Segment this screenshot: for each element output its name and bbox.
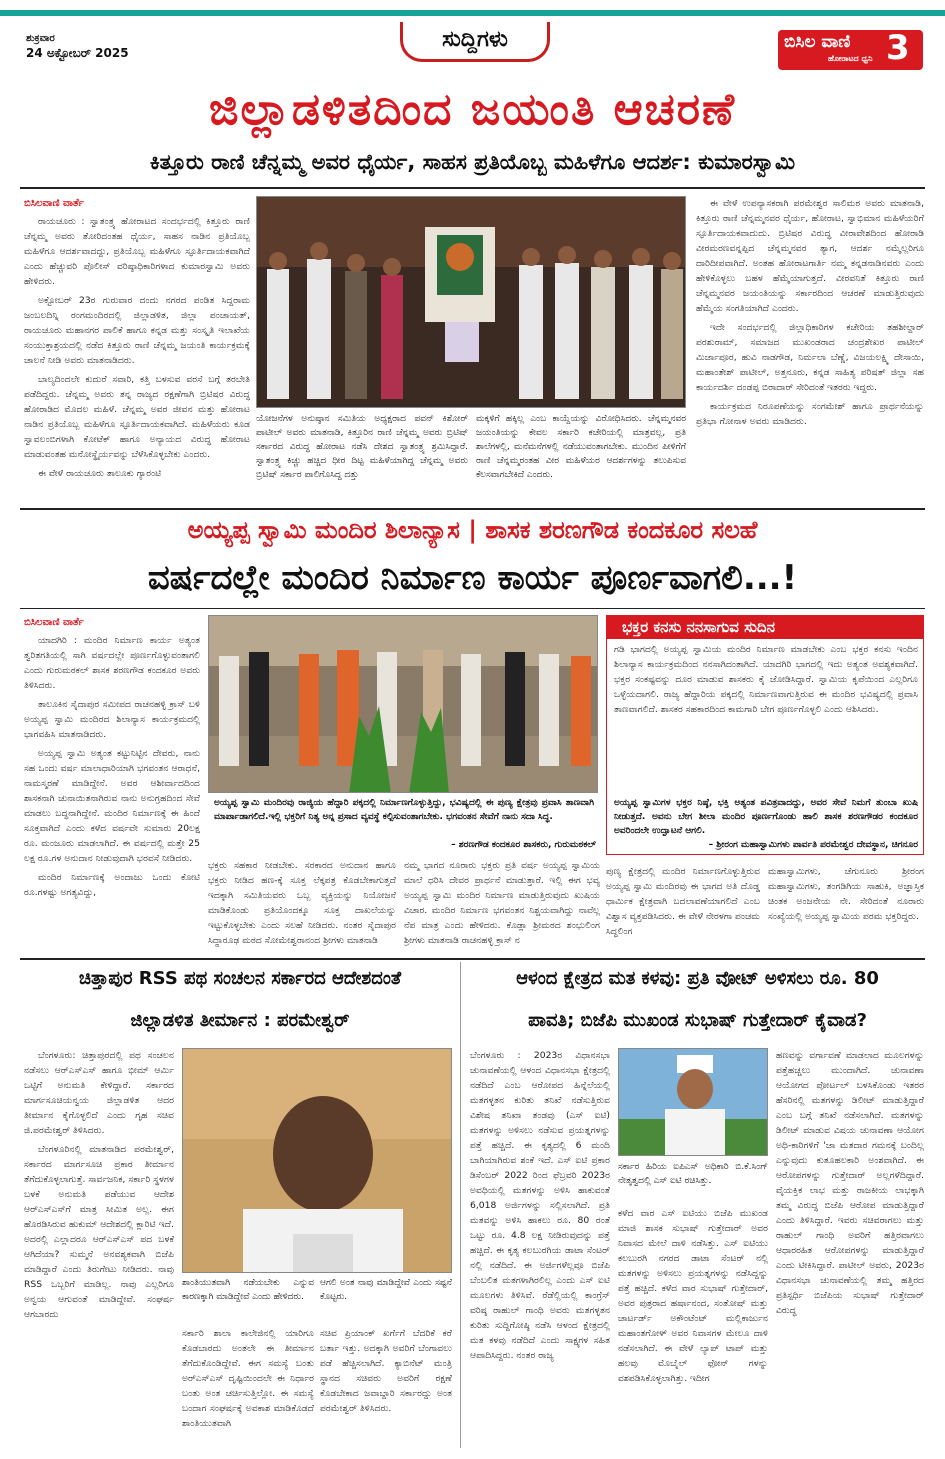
- story3-column-2: ಸರ್ಕಾರಿ ಶಾಲಾ ಕಾಲೇಜಿನಲ್ಲಿ ಯಾರಿಗೂ ಕೊಡಬಾರದು ಅಂತಲೇ ಈ ತೀರ್ಮಾನ ತೆಗೆದುಕೊಂಡಿದ್ದೇವೆ. ಈಗ ಸಮಸ್ಯೆ ಬಂತು ಅರ್‌ಎಸ್‌ಎಸ್ ದೃಷ್ಟಿಯಿಂದಲೇ ಈ ನಿರ್ಧಾರ ಬಂತು ಅಂತ ಚರ್ಚಿಸುತ್ತಿಲ್ಲೋ. ಈ ಸಮಸ್ಯೆ ಬಂದಾಗ ಸಂಘರ್ಷಕ್ಕೆ ಅವಕಾಶ ಮಾಡಿಕೊಡದೆ ಶಾಂತಿಯುತವಾಗಿ: [182, 1328, 314, 1429]
- story2-column-3: ನಮ್ಮ ಭಾಗದ ನೂರಾರು ಭಕ್ತರು ಪ್ರತಿ ವರ್ಷ ಅಯ್ಯಪ್ಪ ಸ್ವಾಮಿಯ ಮಾಲೆ ಧರಿಸಿ ದೇವರ ಪ್ರಾರ್ಥನೆ ಮಾಡುತ್ತಾರೆ. ಇಲ್ಲಿ ಈಗ ಭವ್ಯ ಅಯ್ಯಪ್ಪ ಸ್ವಾಮಿ ಮಂದಿರ ನಿರ್ಮಾಣ ಮಾಡುತ್ತಿರುವುದು ಖುಷಿಯ ವಿಚಾರ. ಮಂದಿರ ನಿರ್ಮಾಣ ಭಗವಂತನ ನಿಶ್ಚಯವಾಗಿದ್ದು ನಾವೆಲ್ಲ ನೆಪ ಮಾತ್ರ ಎಂದು ಹೇಳಿದರು. ಕೊಡ್ಲಾ ಶ್ರೀಮಠದ ಶಂಭುಲಿಂಗ ಶ್ರೀಗಳು ಮಾತನಾಡಿ ರಾಚನಹಳ್ಳಿ ಕ್ರಾಸ್ ನ: [404, 860, 600, 946]
- story4-photo: [618, 1048, 768, 1156]
- story2-paragraph: ಅಯ್ಯಪ್ಪ ಸ್ವಾಮಿ ಅತ್ಯಂತ ಕಟ್ಟುನಿಟ್ಟಿನ ದೇವರು, ನಾನು ಸಹ ಒಂದು ವರ್ಷ ಮಾಲಾಧಾರಿಯಾಗಿ ಭಗವಂತನ ಆರಾಧನೆ, ನಾಮಸ್ಮರಣೆ ಮಾಡಿದ್ದೇನೆ. ಅವರ ಆಶೀರ್ವಾದದಿಂದ ಶಾಸಕನಾಗಿ ಚುನಾಯಿತನಾಗಿರುವ ನಾನು ಅನುಗ್ರಹದಿಂದ ಸೇವೆ ಮಾಡಲು ಬದ್ಧನಾಗಿದ್ದೇನೆ. ಮಂದಿರ ನಿರ್ಮಾಣಕ್ಕೆ ಈ ಹಿಂದೆ ಸೂಕ್ತವಾಗಿದೆ ಎಂದು ಕಳೆದ ವರ್ಷವೇ ಸುಮಾರು 20ಲಕ್ಷ ರೂ. ಮಂಜೂರು ಮಾಡಲಾಗಿದೆ. ಈ ವರ್ಷದಲ್ಲಿ ಮತ್ತೇ 25 ಲಕ್ಷ ರೂ.ಗಳ ಅನುದಾನ ನೀಡುವುದಾಗಿ ಭರವಸೆ ನೀಡಿದರು.: [24, 748, 200, 864]
- story1-paragraph: ಈ ವೇಳೆ ಉಪನ್ಯಾಸಕರಾಗಿ ಪರಮೇಶ್ವರ ಸಾಲಿಮಠ ಅವರು ಮಾತನಾಡಿ, ಕಿತ್ತೂರು ರಾಣಿ ಚೆನ್ನಮ್ಮನವರ ಧೈರ್ಯ, ಹೋರಾಟ, ಸ್ವಾಭಿಮಾನ ಮಹಿಳೆಯರಿಗೆ ಸ್ಫೂರ್ತಿದಾಯಕವಾದುದು. ಬ್ರಿಟಿಷರ ವಿರುದ್ಧ ವೀರಾವೇಶದಿಂದ ಹೋರಾಡಿ ವೀರಮರಣವನ್ನಪ್ಪಿದ ಚೆನ್ನಮ್ಮನವರ ತ್ಯಾಗ, ಆದರ್ಶ ನಮ್ಮೆಲ್ಲರಿಗೂ ದಾರಿದೀಪವಾಗಿದೆ. ಅಂತಹ ಹೋರಾಟಗಾರ್ತಿ ನಮ್ಮ ಕನ್ನಡನಾಡಿನವರು ಎಂದು ಹೇಳಿಕೊಳ್ಳಲು ಬಹಳ ಹೆಮ್ಮೆಯಾಗುತ್ತದೆ. ವೀರವನಿತೆ ಕಿತ್ತೂರು ರಾಣಿ ಚೆನ್ನಮ್ಮನವರ ಜಯಂತಿಯನ್ನು ಸರ್ಕಾರದಿಂದ ಆಚರಣೆ ಮಾಡುತ್ತಿರುವುದು ಹೆಮ್ಮೆಯ ಸಂಗತಿಯಾಗಿದೆ ಎಂದರು.: [696, 198, 924, 314]
- story1-column-1: [24, 196, 250, 504]
- story2-sidebar-title: ಭಕ್ತರ ಕನಸು ನನಸಾಗುವ ಸುದಿನ: [606, 615, 924, 639]
- story1-top-rule: [20, 187, 925, 189]
- story1-column-3: [696, 196, 924, 504]
- story3-paragraph: ಬೆಂಗಳೂರಿನಲ್ಲಿ ಮಾತನಾಡಿದ ಪರಮೇಶ್ವರ್, ಸರ್ಕಾರದ ಮಾರ್ಗಸೂಚಿ ಪ್ರಕಾರ ತೀರ್ಮಾನ ತೆಗೆದುಕೊಳ್ಳಲಾಗುತ್ತೆ. ಸಾರ್ವಜನಿಕ, ಸರ್ಕಾರಿ ಸ್ಥಳಗಳ ಬಳಕೆ ಅನುಮತಿ ಪಡೆಯುವ ಆದೇಶ ಆರ್‌ಎಸ್‌ಎಸ್‌ಗೆ ಮಾತ್ರ ಸೀಮಿತ ಅಲ್ಲ. ಈಗ ಹೊರಡಿಸಿರುವ ಹುಕುಮ್ ಆದೇಶದಲ್ಲಿ ಕ್ಲಾರಿಟಿ ಇದೆ. ಅದರಲ್ಲಿ ಎಲ್ಲಾದರೂ ಆರ್‌ಎಸ್‌ಎಸ್ ಪದ ಬಳಕೆ ಆಗಿದೆಯಾ? ಸುಮ್ಮನೆ ಅನವಶ್ಯಕವಾಗಿ ಬಿಜೆಪಿ ಮಾಡಿದ್ದಾರೆ ಎಂದು ತಿರುಗೇಟು ನೀಡಿದರು. ನಾವು RSS ಒಬ್ಬರಿಗೆ ಮಾಡಿಲ್ಲ. ನಾವು ಎಲ್ಲರಿಗೂ ಅನ್ವಯ ಆಗುವಂತೆ ಮಾಡಿದ್ದೇವೆ. ಸಂಘರ್ಷ ಆಗಬಾರದು: [24, 1144, 174, 1320]
- story4-headline-line1: ಆಳಂದ ಕ್ಷೇತ್ರದ ಮತ ಕಳವು: ಪ್ರತಿ ವೋಟ್ ಅಳಿಸಲು ರೂ. 80: [516, 968, 879, 989]
- story3-headline-line1: ಚಿತ್ತಾಪುರ RSS ಪಥ ಸಂಚಲನ ಸರ್ಕಾರದ ಆದೇಶದಂತೆ: [78, 968, 402, 989]
- story1-photo-image: [257, 197, 686, 408]
- story1-paragraph: ಇದೇ ಸಂದರ್ಭದಲ್ಲಿ ಜಿಲ್ಲಾಧಿಕಾರಿಗಳ ಕಚೇರಿಯ ತಹಶೀಲ್ದಾರ್ ಪರಶುರಾಮ್, ಸಮಾಜದ ಮುಖಂಡರಾದ ಚಂದ್ರಶೇಖರ ಪಾಟೀಲ್ ಮಿರ್ಜಾಪೂರ, ಹುವಿ ನಾಡಗೌಡ, ನಿರ್ಮಲಾ ಬೆಣ್ಣೆ, ವಿಜಯಲಕ್ಷ್ಮಿ ದೇಸಾಯಿ, ಮಹಾಂತೇಶ್ ಪಾಟೀಲ್, ಅತ್ತನೂರು, ಕನ್ನಡ ಸಾಹಿತ್ಯ ಪರಿಷತ್ ಜಿಲ್ಲಾ ಸಹ ಕಾರ್ಯದರ್ಶಿ ದಂಡಪ್ಪ ಬಿರಾದಾರ್ ಸೇರಿದಂತೆ ಇತರರು ಇದ್ದರು.: [696, 322, 924, 393]
- story1-text-right: ಮಕ್ಕಳಿಗೆ ಹಕ್ಕಿಲ್ಲ ಎಂಬ ಕಾಯ್ದೆಯನ್ನು ವಿರೋಧಿಸಿದರು. ಚೆನ್ನಮ್ಮನವರ ಜಯಂತಿಯನ್ನು ಕೇವಲ ಸರ್ಕಾರಿ ಕಚೇರಿಯಲ್ಲಿ ಮಾತ್ರವಲ್ಲ, ಪ್ರತಿ ಶಾಲೆಗಳಲ್ಲಿ, ಮನೆಮನೆಗಳಲ್ಲಿ ನಡೆಯುವಂತಾಗಬೇಕು. ಮುಂದಿನ ಪೀಳಿಗೆಗೆ ರಾಣಿ ಚೆನ್ನಮ್ಮರಂತಹ ವೀರ ಮಹಿಳೆಯರ ಆದರ್ಶಗಳನ್ನು ತಲುಪಿಸುವ ಕೆಲಸವಾಗಬೇಕಿದೆ ಎಂದರು.: [476, 414, 686, 480]
- story2-paragraph: ತಾಲೂಕಿನ ಸೈದಾಪುರ ಸಮೀಪದ ರಾಚನಹಳ್ಳಿ ಕ್ರಾಸ್ ಬಳಿ ಅಯ್ಯಪ್ಪ ಸ್ವಾಮಿ ಮಂದಿರದ ಶಿಲಾನ್ಯಾಸ ಕಾರ್ಯಕ್ರಮದಲ್ಲಿ ಭಾಗವಹಿಸಿ ಮಾತನಾಡಿದರು.: [24, 699, 200, 740]
- story1-byline: ಬಿಸಿಲವಾಣಿ ವಾರ್ತೆ: [24, 198, 84, 209]
- bottom-column-divider: [460, 962, 461, 1448]
- paper-logo: [778, 30, 923, 70]
- story3-column-1: [24, 1048, 174, 1448]
- masthead-rule: [0, 10, 945, 16]
- story2-top-rule: [20, 508, 925, 510]
- story2-photo-caption: ಅಯ್ಯಪ್ಪ ಸ್ವಾಮಿ ಮಂದಿರವು ರಾಜ್ಯಿಯ ಹೆದ್ದಾರಿ ಪಕ್ಕದಲ್ಲಿ ನಿರ್ಮಾಣಗೊಳ್ಳುತ್ತಿದ್ದು, ಭವಿಷ್ಯದಲ್ಲಿ ಈ ಪುಣ್ಯ ಕ್ಷೇತ್ರವು ಪ್ರವಾಸಿ ತಾಣವಾಗಿ ಮಾರ್ಪಾಡಾಗಲಿದೆ.ಇಲ್ಲಿ ಭಕ್ತರಿಗೆ ನಿತ್ಯ ಅನ್ನ ಪ್ರಸಾದ ವ್ಯವಸ್ಥೆ ಕಲ್ಪಿಸುವಂತಾಗಬೇಕು. ಭಗವಂತನ ಸೇವೆಗೆ ನಾನು ಸದಾ ಸಿದ್ಧ.: [214, 798, 594, 822]
- story2-column-5: ಮಹಾಸ್ವಾಮಿಗಳು, ಚೆಗುನೂರು ಶ್ರೀರಂಗ ಮಹಾಸ್ವಾಮಿಗಳು, ತಂಗಡಿಗಿಯ ಸಾಹುಕಿ, ಅಜ್ಞಾಸ್ತಿಕ ಚಿಂತಕ ಅಂಜನೇಯ ನೇ. ಸೇರಿದಂತೆ ನೂರಾರು ಸಂಖ್ಯೆಯಲ್ಲಿ ಅಯ್ಯಪ್ಪ ಸ್ವಾಮಿಯ ಪರಮ ಭಕ್ತರಿದ್ದರು.: [768, 866, 924, 922]
- story2-headline: ವರ್ಷದಲ್ಲೇ ಮಂದಿರ ನಿರ್ಮಾಣ ಕಾರ್ಯ ಪೂರ್ಣವಾಗಲಿ...!: [147, 558, 798, 598]
- story1-paragraph: ರಾಯಚೂರು : ಸ್ವಾತಂತ್ರ್ಯ ಹೋರಾಟದ ಸಂದರ್ಭದಲ್ಲಿ ಕಿತ್ತೂರು ರಾಣಿ ಚೆನ್ನಮ್ಮ ಅವರು ತೋರಿದಂತಹ ಧೈರ್ಯ, ಸಾಹಸ ನಾಡಿನ ಪ್ರತಿಯೊಬ್ಬ ಮಹಿಳೆಗೂ ಆದರ್ಶವಾದದ್ದು, ಪ್ರತಿಯೊಬ್ಬ ಮಹಿಳೆಗೂ ಸ್ಫೂರ್ತಿದಾಯಕವಾಗಿದೆ ಎಂದು ಹೆಚ್ಚುವರಿ ಪೊಲೀಸ್ ವರಿಷ್ಠಾಧಿಕಾರಿಗಳಾದ ಕುಮಾರಸ್ವಾಮಿ ಅವರು ಹೇಳಿದರು.: [24, 216, 250, 287]
- story2-byline: ಬಿಸಿಲವಾಣಿ ವಾರ್ತೆ: [24, 617, 84, 628]
- story2-kicker: ಅಯ್ಯಪ್ಪ ಸ್ವಾಮಿ ಮಂದಿರ ಶಿಲಾನ್ಯಾಸ | ಶಾಸಕ ಶರಣಗೌಡ ಕಂದಕೂರ ಸಲಹೆ: [187, 516, 758, 544]
- bottom-section-rule: [20, 958, 925, 960]
- story2-sidebar-quote-credit: – ಶ್ರೀರಂಗ ಮಹಾಸ್ವಾಮಿಗಳು ಪಾರ್ವತಿ ಪರಮೇಶ್ವರ ದೇವಸ್ಥಾನ, ಚಿಗನೂರ: [708, 840, 918, 850]
- story2-sidebar-quote: ಅಯ್ಯಪ್ಪ ಸ್ವಾಮಿಗಳ ಭಕ್ತರ ನಿಷ್ಠೆ, ಭಕ್ತಿ ಅತ್ಯಂತ ಪವಿತ್ರವಾದದ್ದು, ಅವರ ಸೇವೆ ನಿಮಗೆ ತುಂಬಾ ಖುಷಿ ನೀಡುತ್ತದೆ. ಅವನು ಬೇಗ ಶೀಲಾ ಮಂದಿರ ಪೂರ್ಣಗೊಂಡು ಹಾಲಿ ಶಾಸಕ ಶರಣಗೌಡರ ಕಂದಕೂರ ಅವರಿಂದಲೇ ಉದ್ಘಾಟನೆ ಆಗಲಿ.: [614, 798, 918, 836]
- story4-photo-caption: ಸರ್ಕಾರ ಹಿರಿಯ ಐಪಿಎಸ್ ಅಧಿಕಾರಿ ಬಿ.ಕೆ.ಸಿಂಗ್ ನೇತೃತ್ವದಲ್ಲಿ ಎಸ್ ಐಟಿ ರಚಿಸಿತ್ತು.: [618, 1162, 768, 1186]
- story2-photo-credit: – ಶರಣಗೌಡ ಕಂದಕೂರ ಶಾಸಕರು, ಗುರುಮಠಕಲ್: [451, 840, 596, 850]
- story2-column-1: [24, 615, 200, 953]
- issue-day: ಶುಕ್ರವಾರ: [26, 33, 55, 44]
- story2-photo-image: [209, 616, 598, 793]
- story3-column-3: ಸಚಿವ ಪ್ರಿಯಾಂಕ್ ಖರ್ಗೆಗೆ ಬೆದರಿಕೆ ಕರೆ ಬರ್ತಾ ಇತ್ತು. ಅದಕ್ಕಾಗಿ ಅವರಿಗೆ ಬೆಂಗಾವಲು ಪಡೆ ಹೆಚ್ಚಿಸಲಾಗಿದೆ. ಕ್ಯಾಬಿನೆಟ್ ಮಂತ್ರಿ ಸ್ಥಾನದ ಸಚಿವರು ಅವರಿಗೆ ರಕ್ಷಣೆ ಕೊಡಬೇಕಾದ ಜವಾಬ್ದಾರಿ ಸರ್ಕಾರದ್ದು ಅಂತ ಪರಮೇಶ್ವರ್ ತಿಳಿಸಿದರು.: [320, 1328, 452, 1414]
- story2-paragraph: ಮಂದಿರ ನಿರ್ಮಾಣಕ್ಕೆ ಅಂದಾಜು ಒಂದು ಕೋಟಿ ರೂ.ಗಳಷ್ಟು ಅಗತ್ಯವಿದ್ದು,: [24, 872, 200, 898]
- story1-paragraph: ಈ ವೇಳೆ ರಾಯಚೂರು ತಾಲೂಕು ಗ್ಯಾರಂಟಿ: [38, 468, 162, 479]
- story3-headline-line2: ಜಿಲ್ಲಾಡಳಿತ ತೀರ್ಮಾನ : ಪರಮೇಶ್ವರ್: [130, 1010, 350, 1031]
- story1-paragraph: ಅಕ್ಟೋಬರ್ 23ರ ಗುರುವಾರ ದಂದು ನಗರದ ಪಂಡಿತ ಸಿದ್ದರಾಮ ಜಂಬಲದಿನ್ನಿ ರಂಗಮಂದಿರದಲ್ಲಿ ಜಿಲ್ಲಾಡಳಿತ, ಜಿಲ್ಲಾ ಪಂಚಾಯತ್, ರಾಯಚೂರು ಮಹಾನಗರ ಪಾಲಿಕೆ ಹಾಗೂ ಕನ್ನಡ ಮತ್ತು ಸಂಸ್ಕೃತಿ ಇಲಾಖೆಯ ಸಂಯುಕ್ತಾಶ್ರಯದಲ್ಲಿ ನಡೆದ ಕಿತ್ತೂರು ರಾಣಿ ಚೆನ್ನಮ್ಮ ಜಯಂತಿ ಕಾರ್ಯಕ್ರಮಕ್ಕೆ ಚಾಲನೆ ನೀಡಿ ಅವರು ಮಾತನಾಡಿದರು.: [24, 295, 250, 366]
- story3-text-right: ಆಗಲಿ ಅಂತ ನಾವು ಮಾಡಿದ್ದೇವೆ ಎಂದು ಸಷ್ಟನೆ ಕೊಟ್ಟರು.: [320, 1278, 452, 1302]
- issue-date: 24 ಅಕ್ಟೋಬರ್ 2025: [26, 46, 129, 60]
- story1-paragraph: ಬಾಲ್ಯದಿಂದಲೇ ಕುದುರೆ ಸವಾರಿ, ಕತ್ತಿ ಬಳಸುವ ವರಸೆ ಬಗ್ಗೆ ತರಬೇತಿ ಪಡೆದಿದ್ದರು. ಚೆನ್ನಮ್ಮ ಅವರು ತನ್ನ ರಾಜ್ಯದ ರಕ್ಷಣೆಗಾಗಿ ಬ್ರಿಟಿಷರ ವಿರುದ್ಧ ಹೋರಾಡಿದ ಮೊದಲ ಮಹಿಳೆ. ಚೆನ್ನಮ್ಮ ಅವರ ಜೀವನ ಮತ್ತು ಹೋರಾಟ ನಾಡಿನ ಪ್ರತಿಯೊಬ್ಬ ಮಹಿಳೆಗೂ ಸ್ಫೂರ್ತಿದಾಯಕವಾಗಿದೆ. ಮಹಿಳೆಯರು ಕೂಡ ಸ್ವಾವಲಂಬಿಗಳಾಗಿ ಕೋಟೆಕ್ ಹಾಗೂ ಅನ್ಯಾಯದ ವಿರುದ್ಧ ಹೋರಾಟ ಮಾಡುವಂತಹ ಮನೋಸ್ಥೈರ್ಯವನ್ನು ಬೆಳೆಸಿಕೊಳ್ಳಬೇಕು ಎಂದರು.: [24, 374, 250, 460]
- story2-paragraph: ಯಾದಗಿರಿ : ಮಂದಿರ ನಿರ್ಮಾಣ ಕಾರ್ಯ ಅತ್ಯಂತ ತ್ವರಿತಗತಿಯಲ್ಲಿ ಸಾಗಿ ವರ್ಷದಲ್ಲೇ ಪೂರ್ಣಗೊಳ್ಳುವಂತಾಗಲಿ ಎಂದು ಗುರುಮಠಕಲ್ ಶಾಸಕ ಶರಣಗೌಡ ಕಂದಕೂರ ಅವರು ತಿಳಿಸಿದರು.: [24, 635, 200, 691]
- paper-tagline: ಹೋರಾಟದ ಧ್ವನಿ: [828, 54, 873, 63]
- story4-column-2: ಕಳೆದ ವಾರ ಎಸ್ ಐಟಿಯು ಬಿಜೆಪಿ ಮುಖಂಡ ಮಾಜಿ ಶಾಸಕ ಸುಭಾಷ್ ಗುತ್ತೇದಾರ್ ಅವರ ನಿವಾಸದ ಮೇಲೆ ದಾಳಿ ನಡೆಸಿತ್ತು. ಎಸ್ ಐಟಿಯು ಕಲಬುರಗಿ ನಗರದ ಡಾಟಾ ಸೆಂಟರ್ ನಲ್ಲಿ ಮತಗಳನ್ನು ಅಳಿಸಲು ಪ್ರಯತ್ನಗಳನ್ನು ನಡೆಸಿದ್ದನ್ನು ಪತ್ತೆ ಹಚ್ಚಿದೆ. ಕಳೆದ ವಾರ ಸುಭಾಷ್ ಗುತ್ತೇದಾರ್, ಅವರ ಪುತ್ರರಾದ ಹರ್ಷಾನಂದ, ಸಂತೋಷ್ ಮತ್ತು ಚಾರ್ಟರ್ಡ್ ಅಕೌಂಟೆಂಟ್ ಮಲ್ಲಿಕಾರ್ಜುನ ಮಹಾಂತಗೋಳ್ ಅವರ ನಿವಾಸಗಳ ಮೇಲೂ ದಾಳಿ ನಡೆಸಲಾಗಿದೆ. ಈ ವೇಳೆ ಲ್ಯಾಪ್ ಟಾಪ್ ಮತ್ತು ಹಲವು ಮೊಬೈಲ್ ಫೋನ್ ಗಳನ್ನು ವಶಪಡಿಸಿಕೊಳ್ಳಲಾಗಿತ್ತು. ಇದೀಗ: [618, 1208, 768, 1384]
- story2-column-2: ಭಕ್ತರು ಸಹಕಾರ ನೀಡಬೇಕು. ಸರಕಾರದ ಅನುದಾನ ಹಾಗೂ ಭಕ್ತರು ನೀಡಿದ ಹಣ-ಕ್ಕೆ ಸೂಕ್ತ ಲೆಕ್ಕಪತ್ರ ಕೊಡಬೇಕಾಗುತ್ತದೆ ಇದಕ್ಕಾಗಿ ಸಮಿತಿಯವರು ಒಬ್ಬ ವ್ಯಕ್ತಿಯನ್ನು ನಿಯೋಜನೆ ಮಾಡಿಕೊಂಡು ಪ್ರತಿಯೊಂದಕ್ಕೂ ಸೂಕ್ತ ದಾಖಲೆಯನ್ನು ಇಟ್ಟುಕೊಳ್ಳಬೇಕು ಎಂದು ಸಲಹೆ ನೀಡಿದರು. ನಂತರ ಸೈದಾಪುರ ಸಿದ್ಧಾರೂಢ ಮಠದ ಸೋಮೇಶ್ವರಾನಂದ ಶ್ರೀಗಳು ಮಾತನಾಡಿ: [208, 860, 396, 946]
- story4-photo-image: [619, 1049, 768, 1156]
- story1-photo: [256, 196, 686, 408]
- paper-name: ಬಿಸಿಲ ವಾಣಿ: [784, 32, 851, 52]
- story1-text-left: ಯೋಜನೆಗಳ ಅನುಷ್ಠಾನ ಸಮಿತಿಯ ಅಧ್ಯಕ್ಷರಾದ ಪವನ್ ಕಿಶೋರ್ ಪಾಟೀಲ್ ಅವರು ಮಾತನಾಡಿ, ಕಿತ್ತೂರಿನ ರಾಣಿ ಚೆನ್ನಮ್ಮ ಅವರು ಬ್ರಿಟಿಷ್ ಸರ್ಕಾರದ ವಿರುದ್ಧ ಹೋರಾಟ ನಡೆಸಿ ದೇಶದ ಸ್ವಾತಂತ್ರ್ಯ ಶ್ರಮಿಸಿದ್ದಾರೆ. ಸ್ವಾತಂತ್ರ್ಯ ಕಿಚ್ಚು ಹಚ್ಚಿದ ಧೀರ ದಿಟ್ಟ ಮಹಿಳೆಯಾಗಿದ್ದ ಚೆನ್ನಮ್ಮ ಅವರು ಬ್ರಿಟಿಷ್ ಸರ್ಕಾರ ಪಾಲಿಗೊಸಿದ್ದ ದತ್ತು: [256, 414, 468, 480]
- story3-photo: [182, 1048, 452, 1273]
- story1-subhead: ಕಿತ್ತೂರು ರಾಣಿ ಚೆನ್ನಮ್ಮ ಅವರ ಧೈರ್ಯ, ಸಾಹಸ ಪ್ರತಿಯೊಬ್ಬ ಮಹಿಳೆಗೂ ಆದರ್ಶ: ಕುಮಾರಸ್ವಾಮಿ: [149, 150, 796, 174]
- story4-column-3: ಹಣವನ್ನು ವರ್ಗಾವಣೆ ಮಾಡಲಾದ ಮೂಲಗಳನ್ನು ಪತ್ತೆಹಚ್ಚಲು ಮುಂದಾಗಿದೆ. ಚುನಾವಣಾ ಆಯೋಗದ ಪೋರ್ಟಲ್ ಬಳಸಿಕೊಂಡು ಇತರರ ಹೆಸರಿನಲ್ಲಿ ಮತಗಳನ್ನು ಡಿಲೀಟ್ ಮಾಡುತ್ತಿದ್ದಾರೆ ಎಂಬ ಬಗ್ಗೆ ತನಿಖೆ ನಡೆಸಲಾಗಿದೆ. ಮತಗಳನ್ನು ಡಿಲೀಟ್ ಮಾಡುವ ವಿಷಯ ಚುನಾವಣಾ ಆಯೋಗ ಅಧಿ-ಕಾರಿಗಳಿಗೆ 'ಜಾ ಮತದಾರ ಗಮನಕ್ಕೆ ಬಂದಿಲ್ಲ ಎನ್ನುವುದು ಕುತೂಹಲಕಾರಿ ಅಂಶವಾಗಿದೆ. ಈ ಆರೋಪಗಳನ್ನು ಗುತ್ತೇದಾರ್ ಅಲ್ಲಗಳೆದಿದ್ದಾರೆ. ವೈಯಕ್ತಿಕ ಲಾಭ ಮತ್ತು ರಾಜಕೀಯ ಲಾಭಕ್ಕಾಗಿ ತಮ್ಮ ವಿರುದ್ಧ ಬಿಜೆಪಿ ಆರೋಪ ಮಾಡುತ್ತಿದ್ದಾರೆ ಎಂದು ತಿಳಿಸಿದ್ದಾರೆ. ಇವರು ಸಚಿವರಾಗಲು ಮತ್ತು ರಾಹುಲ್ ಗಾಂಧಿ ಅವರಿಗೆ ಹತ್ತಿರವಾಗಲು ಆಧಾರರಹಿತ ಆರೋಪಗಳನ್ನು ಮಾಡುತ್ತಿದ್ದಾರೆ ಎಂದು ಟೀಕಿಸಿದ್ದಾರೆ. ಪಾಟೀಲ್ ಅವರು, 2023ರ ವಿಧಾನಸಭಾ ಚುನಾವಣೆಯಲ್ಲಿ ತಮ್ಮ ಹತ್ತಿರದ ಪ್ರತಿಸ್ಪರ್ಧಿ ಬಿಜೆಪಿಯ ಸುಭಾಷ್ ಗುತ್ತೇದಾರ್ ವಿರುದ್ಧ: [776, 1050, 924, 1316]
- story2-sidebar-text: ಗಡಿ ಭಾಗದಲ್ಲಿ ಅಯ್ಯಪ್ಪ ಸ್ವಾಮಿಯ ಮಂದಿರ ನಿರ್ಮಾಣ ಮಾಡಬೇಕು ಎಂಬ ಭಕ್ತರ ಕನಸು ಇಂದಿನ ಶಿಲಾನ್ಯಾಸ ಕಾರ್ಯಕ್ರಮದಿಂದ ನನಸಾಗಿದಂತಾಗಿದೆ. ಯಾದಗಿರಿ ಭಾಗದಲ್ಲಿ ಇದು ಅತ್ಯಂತ ಅವಶ್ಯಕವಾಗಿದೆ. ಭಕ್ತರ ಸಂಕಷ್ಟವನ್ನು ದೂರ ಮಾಡುವ ಶಾಸಕರು ಕೈ ಜೋಡಿಸಿದ್ದಾರೆ. ಸ್ವಾಮಿಯ ಕೃಪೆಯಿಂದ ಎಲ್ಲರಿಗೂ ಒಳ್ಳೆಯದಾಗಲಿ. ರಾಜ್ಯ ಹೆದ್ದಾರಿಯ ಪಕ್ಕದಲ್ಲಿ ನಿರ್ಮಾಣವಾಗುತ್ತಿರುವ ಈ ಮಂದಿರ ಭವಿಷ್ಯದಲ್ಲಿ ಪ್ರವಾಸಿ ತಾಣವಾಗಲಿದೆ. ಶಾಸಕರ ಸಹಕಾರದಿಂದ ಕಾಮಗಾರಿ ಬೇಗ ಪೂರ್ಣಗೊಳ್ಳಲಿ ಎಂದು ಆಶಿಸಿದರು.: [614, 644, 918, 715]
- story2-column-4: ಪುಣ್ಯ ಕ್ಷೇತ್ರದಲ್ಲಿ ಮಂದಿರ ನಿರ್ಮಾಣಗೊಳ್ಳುತ್ತಿರುವ ಅಯ್ಯಪ್ಪ ಸ್ವಾಮಿ ಮಂದಿರವು ಈ ಭಾಗದ ಅತಿ ದೊಡ್ಡ ಧಾರ್ಮಿಕ ಕ್ಷೇತ್ರವಾಗಿ ಬದಲಾವಣೆಯಾಗಲಿದೆ ಎಂಬ ವಿಶ್ವಾಸ ವ್ಯಕ್ತಪಡಿಸಿದರು. ಈ ವೇಳೆ ನೇರಳಗಾ ಪಂಚಮ ಸಿದ್ಧಲಿಂಗ: [606, 866, 760, 937]
- story3-photo-image: [183, 1049, 452, 1273]
- story1-headline: ಜಿಲ್ಲಾಡಳಿತದಿಂದ ಜಯಂತಿ ಆಚರಣೆ: [208, 84, 737, 135]
- story2-photo: [208, 615, 598, 793]
- section-label: ಸುದ್ದಿಗಳು: [400, 22, 550, 62]
- story3-paragraph: ಬೆಂಗಳೂರು: ಚಿತ್ತಾಪುರದಲ್ಲಿ ಪಥ ಸಂಚಲನ ನಡೆಸಲು ಆರ್‌ಎಸ್‌ಎಸ್ ಹಾಗೂ ಭೀಮ್ ಆರ್ಮಿ ಒಟ್ಟಿಗೆ ಅನುಮತಿ ಕೇಳಿದ್ದಾರೆ. ಸರ್ಕಾರದ ಮಾರ್ಗಸೂಚಿಯನ್ವಯ ಜಿಲ್ಲಾಡಳಿತ ಆದರ ತೀರ್ಮಾನ ಕೈಗೊಳ್ಳಲಿದೆ ಎಂದು ಗೃಹ ಸಚಿವ ಜಿ.ಪರಮೇಶ್ವರ್ ತಿಳಿಸಿದರು.: [24, 1050, 174, 1136]
- story1-paragraph: ಕಾರ್ಯಕ್ರಮದ ನಿರೂಪಣೆಯನ್ನು ಸಂಗಮೇಶ್ ಹಾಗೂ ಪ್ರಾರ್ಥನೆಯನ್ನು ಪ್ರತಿಭಾ ಗೋನಾಳ ಅವರು ಮಾಡಿದರು.: [696, 401, 924, 427]
- story4-headline-line2: ಪಾವತಿ; ಬಿಜೆಪಿ ಮುಖಂಡ ಸುಭಾಷ್ ಗುತ್ತೇದಾರ್ ಕೈವಾಡ?: [528, 1010, 867, 1031]
- story2-headline-rule: [20, 608, 925, 609]
- story4-column-1: ಬೆಂಗಳೂರು : 2023ರ ವಿಧಾನಸಭಾ ಚುನಾವಣೆಯಲ್ಲಿ ಆಳಂದ ವಿಧಾನಸಭಾ ಕ್ಷೇತ್ರದಲ್ಲಿ ನಡೆದಿದೆ ಎಂಬ ಆರೋಪದ ಹಿನ್ನೆಲೆಯಲ್ಲಿ ಮತಗಳ್ಳತನ ಕುರಿತು ತನಿಖೆ ನಡೆಸುತ್ತಿರುವ ವಿಶೇಷ ತನಿಖಾ ತಂಡವು (ಎಸ್ ಐಟಿ) ಮತಗಳನ್ನು ಅಳಿಸಲು ನಡೆಸುವ ಪ್ರಯತ್ನಗಳನ್ನು ಪತ್ತೆ ಹಚ್ಚಿದೆ. ಈ ಕೃತ್ಯದಲ್ಲಿ 6 ಮಂದಿ ಬಾಗಿಯಾಗಿರುವ ಶಂಕೆ ಇದೆ. ಎಸ್ ಐಟಿ ಪ್ರಕಾರ ಡಿಸೆಂಬರ್ 2022 ರಿಂದ ಫೆಬ್ರವರಿ 2023ರ ಅವಧಿಯಲ್ಲಿ ಮತಗಳನ್ನು ಅಳಿಸಿ ಹಾಕುವಂತೆ 6,018 ಅರ್ಜಿಗಳನ್ನು ಸಲ್ಲಿಸಲಾಗಿದೆ. ಪ್ರತಿ ಮತವನ್ನು ಅಳಿಸಿ ಹಾಕಲು ರೂ. 80 ರಂತೆ ಒಟ್ಟು ರೂ. 4.8 ಲಕ್ಷ ನೀಡಿರುವುದನ್ನು ಪತ್ತೆ ಹಚ್ಚಿದೆ. ಈ ಕೃತ್ಯ ಕಲಬುರಗಿಯ ಡಾಟಾ ಸೆಂಟರ್ ನಲ್ಲಿ ನಡೆದಿದೆ. ಈ ಅರ್ಜಿಗಳೆಲ್ಲವೂ ಬಿಜೆಪಿ ಬೆಂಬಲಿತ ಮತಗಳಾಗಿರಲಿಲ್ಲ ಎಂದು ಎಸ್ ಐಟಿ ಮೂಲಗಳು ತಿಳಿಸಿವೆ. ರೆಡೆಲ್ಲಿಯಲ್ಲಿ ಕಾಂಗ್ರೆಸ್ ವರಿಷ್ಠ ರಾಹುಲ್ ಗಾಂಧಿ ಅವರು ಮತಗಳ್ಳತನ ಕುರಿತು ಸುದ್ದಿಗೋಷ್ಠಿ ನಡೆಸಿ ಆಳಂದ ಕ್ಷೇತ್ರದಲ್ಲಿ ಮತ ಕಳವು ನಡೆದಿದೆ ಎಂದು ಸಾಕ್ಷ್ಯಗಳ ಸಹಿತ ಆಪಾದಿಸಿದ್ದರು. ನಂತರ ರಾಜ್ಯ: [470, 1050, 610, 1361]
- story3-text-left: ಶಾಂತಿಯುತವಾಗಿ ನಡೆಯಬೇಕು ಎನ್ನುವ ಕಾರಣಕ್ಕಾಗಿ ಮಾಡಿದ್ದೇವೆ ಎಂದು ಹೇಳಿದರು.: [182, 1278, 314, 1302]
- page-number: 3: [886, 28, 910, 68]
- date-block: [26, 32, 129, 60]
- masthead: [0, 0, 945, 78]
